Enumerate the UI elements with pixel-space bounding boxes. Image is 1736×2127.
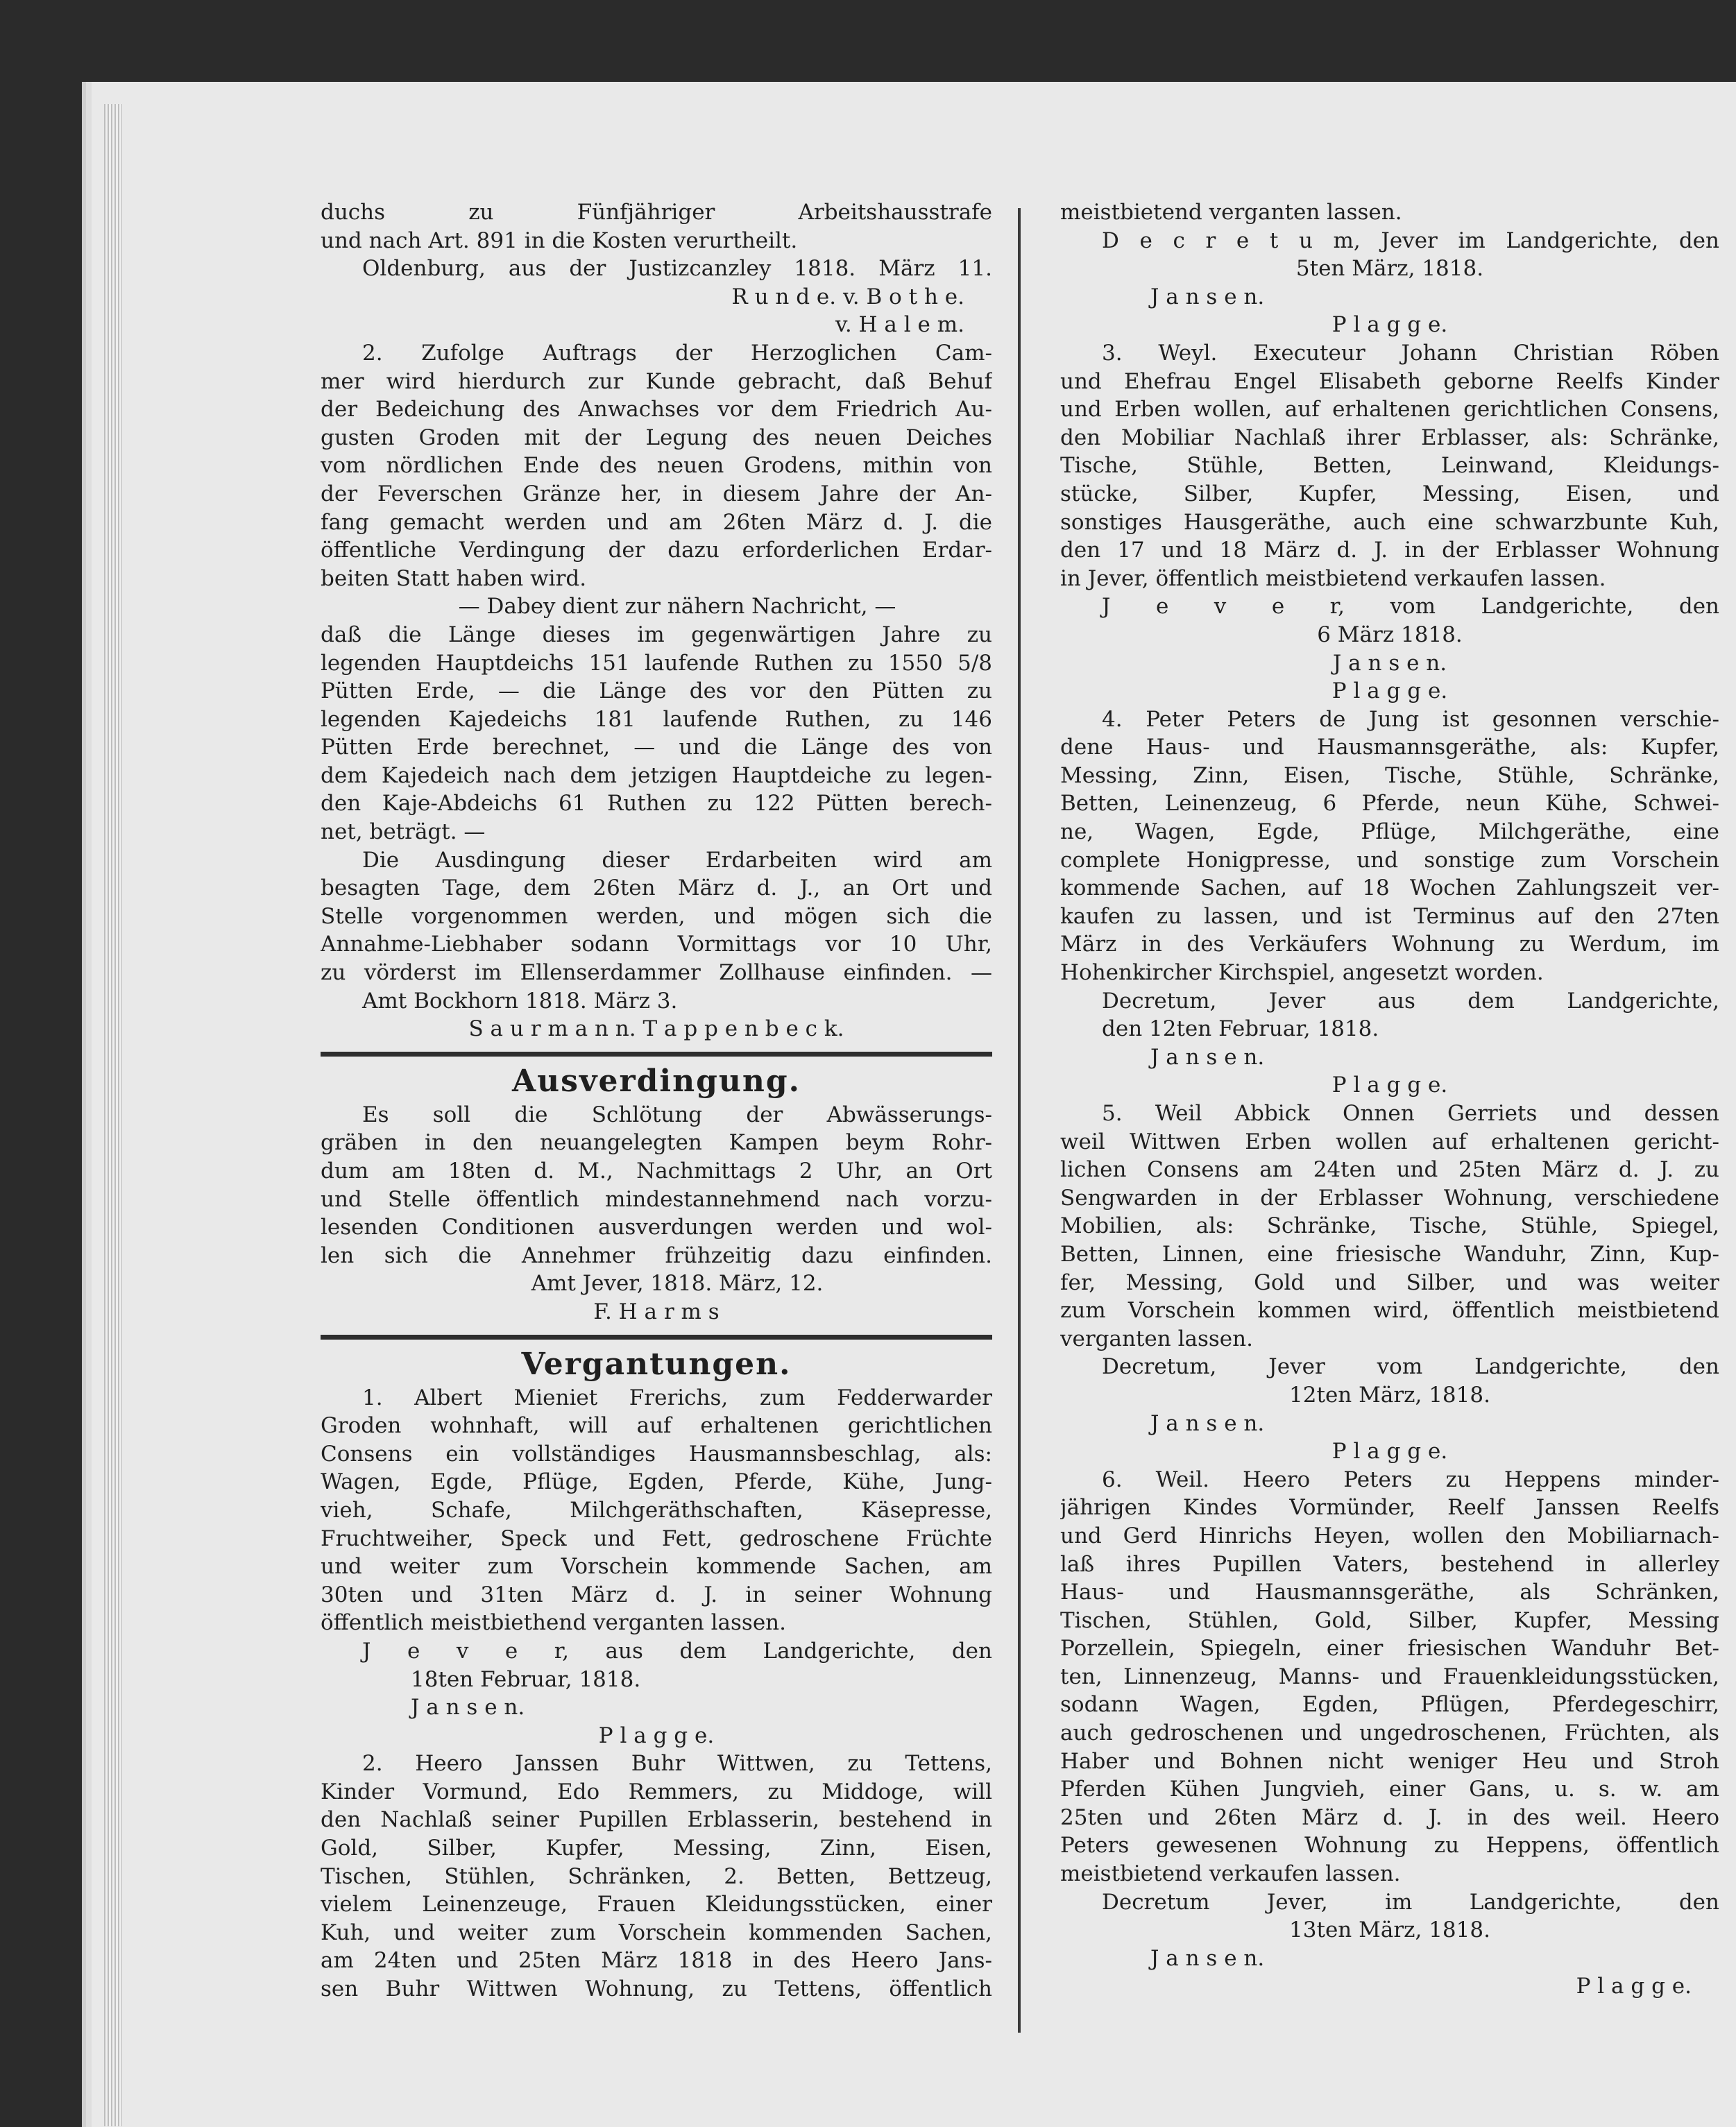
text-line: stücke, Silber, Kupfer, Messing, Eisen, und	[1060, 481, 1719, 506]
text-line: vom nördlichen Ende des neuen Grodens, mithin von	[321, 453, 992, 479]
text-line: in Jever, öffentlich meistbietend verkaufen lassen.	[1060, 565, 1606, 591]
text-line: kaufen zu lassen, und ist Terminus auf den 27ten	[1060, 903, 1719, 929]
text-line: zu vörderst im Ellenserdammer Zollhause einfinden. —	[321, 960, 992, 986]
text-line: J a n s e n.	[1150, 284, 1265, 309]
text-line: Amt Bockhorn 1818. März 3.	[362, 988, 678, 1014]
text-line: duchs zu Fünfjähriger Arbeitshausstrafe	[321, 200, 992, 225]
text-line: Tische, Stühle, Betten, Leinwand, Kleidungs-	[1060, 453, 1719, 479]
text-line: Decretum, Jever aus dem Landgerichte,	[1102, 988, 1719, 1014]
text-line: und weiter zum Vorschein kommende Sachen, am	[321, 1554, 992, 1580]
text-line: 5ten März, 1818.	[1295, 256, 1484, 282]
text-line: Pferden Kühen Jungvieh, einer Gans, u. s. w. am	[1060, 1777, 1719, 1802]
text-line: jährigen Kindes Vormünder, Reelf Janssen Reelfs	[1060, 1495, 1719, 1521]
text-line: Messing, Zinn, Eisen, Tische, Stühle, Schränke,	[1060, 762, 1719, 788]
text-line: und Erben wollen, auf erhaltenen gerichtlichen Consens,	[1060, 397, 1719, 422]
text-line: Sengwarden in der Erblasser Wohnung, verschiedene	[1060, 1185, 1719, 1211]
text-line: und nach Art. 891 in die Kosten verurtheilt.	[321, 228, 798, 253]
section-rule	[321, 1335, 992, 1340]
text-line: J a n s e n.	[1150, 1044, 1265, 1070]
text-line: 3. Weyl. Executeur Johann Christian Röben	[1102, 340, 1719, 366]
text-line: laß ihres Pupillen Vaters, bestehend in allerley	[1060, 1551, 1719, 1577]
block-vergantung-5	[1060, 1100, 1719, 1466]
text-line: den 17 und 18 März d. J. in der Erblasser Wohnung	[1060, 538, 1719, 563]
text-line: 2. Heero Janssen Buhr Wittwen, zu Tettens,	[362, 1751, 992, 1777]
text-line: 1. Albert Mieniet Frerichs, zum Fedderwarder	[362, 1385, 992, 1410]
text-line: F. H a r m s	[593, 1299, 720, 1324]
text-line: Decretum Jever, im Landgerichte, den	[1102, 1889, 1719, 1915]
text-line: J a n s e n.	[1150, 1410, 1265, 1436]
text-line: R u n d e. v. B o t h e.	[731, 284, 964, 309]
text-line: fang gemacht werden und am 26ten März d. J. die	[321, 509, 992, 535]
left-column	[321, 198, 992, 2026]
text-line: 2. Zufolge Auftrags der Herzoglichen Cam-	[362, 340, 992, 366]
text-line: Consens ein vollständiges Hausmannsbeschlag, als:	[321, 1441, 992, 1467]
text-line: beiten Statt haben wird.	[321, 565, 587, 591]
text-line: den 12ten Februar, 1818.	[1102, 1016, 1379, 1042]
block-deich-verdingung	[321, 339, 992, 1043]
text-line: Tischen, Stühlen, Gold, Silber, Kupfer, Messing	[1060, 1607, 1719, 1633]
text-line: 25ten und 26ten März d. J. in des weil. Heero	[1060, 1804, 1719, 1830]
text-line: S a u r m a n n. T a p p e n b e c k.	[468, 1016, 844, 1042]
text-line: Die Ausdingung dieser Erdarbeiten wird am	[362, 847, 992, 873]
text-line: 13ten März, 1818.	[1289, 1917, 1490, 1943]
text-line: J a n s e n.	[1150, 1945, 1265, 1971]
column-divider	[1018, 208, 1021, 2033]
text-line: Betten, Linnen, eine friesische Wanduhr, Zinn, Kup-	[1060, 1241, 1719, 1267]
text-line: P l a g g e.	[1331, 678, 1448, 704]
text-line: 5. Weil Abbick Onnen Gerriets und dessen	[1102, 1101, 1719, 1126]
text-line: daß die Länge dieses im gegenwärtigen Jahre zu	[321, 622, 992, 647]
text-line: 4. Peter Peters de Jung ist gesonnen verschie-	[1102, 706, 1719, 732]
right-column	[1060, 198, 1719, 2037]
text-line: Es soll die Schlötung der Abwässerungs-	[362, 1102, 992, 1127]
text-line: Peters gewesenen Wohnung zu Heppens, öffentlich	[1060, 1833, 1719, 1859]
text-line: Pütten Erde, — die Länge des vor den Pütten zu	[321, 678, 992, 704]
text-line: P l a g g e.	[1331, 1073, 1448, 1098]
text-line: Oldenburg, aus der Justizcanzley 1818. März 11.	[362, 256, 992, 282]
text-line: P l a g g e.	[1331, 312, 1448, 338]
block-ausverdingung	[321, 1101, 992, 1326]
text-line: P l a g g e.	[1576, 1974, 1692, 1999]
text-line: den Kaje-Abdeichs 61 Ruthen zu 122 Pütten berech-	[321, 791, 992, 817]
text-line: und Ehefrau Engel Elisabeth geborne Reelfs Kinder	[1060, 368, 1719, 394]
text-line: Wagen, Egde, Pflüge, Egden, Pferde, Kühe, Jung-	[321, 1469, 992, 1495]
heading-ausverdingung: Ausverdingung.	[512, 1063, 801, 1099]
text-line: der Feverschen Gränze her, in diesem Jahre der An-	[321, 481, 992, 506]
text-line: D e c r e t u m, Jever im Landgerichte, den	[1102, 228, 1719, 253]
text-line: Kuh, und weiter zum Vorschein kommenden Sachen,	[321, 1920, 992, 1945]
text-line: und Gerd Hinrichs Heyen, wollen den Mobiliarnach-	[1060, 1523, 1719, 1548]
text-line: ten, Linnenzeug, Manns- und Frauenkleidungsstücken,	[1060, 1664, 1719, 1689]
text-line: mer wird hierdurch zur Kunde gebracht, daß Behuf	[321, 368, 992, 394]
block-vergantung-4	[1060, 706, 1719, 1100]
text-line: legenden Hauptdeichs 151 laufende Ruthen zu 1550 5/8	[321, 650, 992, 676]
text-line: meistbietend verganten lassen.	[1060, 200, 1402, 225]
text-line: 6. Weil. Heero Peters zu Heppens minder-	[1102, 1467, 1719, 1492]
text-line: dem Kajedeich nach dem jetzigen Hauptdeiche zu legen-	[321, 762, 992, 788]
text-line: besagten Tage, dem 26ten März d. J., an Ort und	[321, 875, 992, 901]
heading-vergantungen: Vergantungen.	[521, 1346, 792, 1382]
text-line: J e v e r, aus dem Landgerichte, den	[362, 1638, 992, 1664]
text-line: öffentlich meistbiethend verganten lassen.	[321, 1610, 786, 1636]
text-line: net, beträgt. —	[321, 819, 486, 845]
block-vergantung-2-end	[1060, 198, 1719, 339]
block-vergantung-2	[321, 1750, 992, 2003]
block-vergantung-3	[1060, 339, 1719, 706]
block-vergantung-1	[321, 1384, 992, 1750]
text-line: P l a g g e.	[1331, 1439, 1448, 1464]
text-line: Hohenkircher Kirchspiel, angesetzt worden.	[1060, 960, 1544, 986]
text-line: fer, Messing, Gold und Silber, und was weiter	[1060, 1270, 1719, 1295]
text-line: am 24ten und 25ten März 1818 in des Heero Jans-	[321, 1948, 992, 1974]
text-line: 30ten und 31ten März d. J. in seiner Wohnung	[321, 1582, 992, 1607]
text-line: Groden wohnhaft, will auf erhaltenen gerichtlichen	[321, 1413, 992, 1439]
text-line: lichen Consens am 24ten und 25ten März d. J. zu	[1060, 1157, 1719, 1183]
text-line: Haus- und Hausmannsgeräthe, als Schränken,	[1060, 1580, 1719, 1605]
block-vergantung-6	[1060, 1466, 1719, 2001]
text-line: gräben in den neuangelegten Kampen beym Rohr-	[321, 1130, 992, 1156]
text-line: und Stelle öffentlich mindestannehmend nach vorzu-	[321, 1186, 992, 1212]
text-line: 12ten März, 1818.	[1289, 1382, 1490, 1408]
text-line: den Nachlaß seiner Pupillen Erblasserin, bestehend in	[321, 1807, 992, 1833]
text-line: lesenden Conditionen ausverdungen werden und wol-	[321, 1215, 992, 1240]
section-rule	[321, 1052, 992, 1057]
text-line: — Dabey dient zur nähern Nachricht, —	[458, 594, 896, 620]
text-line: März in des Verkäufers Wohnung zu Werdum, im	[1060, 932, 1719, 957]
text-line: complete Honigpresse, und sonstige zum Vorschein	[1060, 847, 1719, 873]
text-line: zum Vorschein kommen wird, öffentlich meistbietend	[1060, 1298, 1719, 1324]
text-line: kommende Sachen, auf 18 Wochen Zahlungszeit ver-	[1060, 875, 1719, 901]
text-line: Decretum, Jever vom Landgerichte, den	[1102, 1354, 1719, 1380]
text-line: Tischen, Stühlen, Schränken, 2. Betten, Bettzeug,	[321, 1863, 992, 1889]
text-line: P l a g g e.	[598, 1723, 715, 1748]
text-line: weil Wittwen Erben wollen auf erhaltenen gericht-	[1060, 1129, 1719, 1154]
text-line: dum am 18ten d. M., Nachmittags 2 Uhr, an Ort	[321, 1159, 992, 1184]
text-line: Gold, Silber, Kupfer, Messing, Zinn, Eisen,	[321, 1836, 992, 1861]
text-line: vielem Leinenzeuge, Frauen Kleidungsstücken, einer	[321, 1892, 992, 1917]
text-line: J a n s e n.	[411, 1695, 525, 1720]
text-line: Kinder Vormund, Edo Remmers, zu Middoge, will	[321, 1779, 992, 1804]
text-line: verganten lassen.	[1060, 1326, 1253, 1351]
text-line: ne, Wagen, Egde, Pflüge, Milchgeräthe, eine	[1060, 819, 1719, 845]
text-line: 6 März 1818.	[1317, 622, 1463, 647]
block-sentence-end	[321, 198, 992, 311]
text-line: 18ten Februar, 1818.	[411, 1666, 641, 1692]
text-line: Mobilien, als: Schränke, Tische, Stühle, Spiegel,	[1060, 1213, 1719, 1239]
text-line: len sich die Annehmer frühzeitig dazu einfinden.	[321, 1242, 992, 1268]
text-line: auch gedroschenen und ungedroschenen, Früchten, als	[1060, 1720, 1719, 1746]
text-line: den Mobiliar Nachlaß ihrer Erblasser, als: Schränke,	[1060, 425, 1719, 450]
text-line: Betten, Leinenzeug, 6 Pferde, neun Kühe, Schwei-	[1060, 791, 1719, 817]
text-line: vieh, Schafe, Milchgeräthschaften, Käsepresse,	[321, 1497, 992, 1523]
text-line: sonstiges Hausgeräthe, auch eine schwarzbunte Kuh,	[1060, 509, 1719, 535]
signature-halem: v. H a l e m.	[835, 312, 964, 338]
text-line: meistbietend verkaufen lassen.	[1060, 1861, 1401, 1887]
text-line: Amt Jever, 1818. März, 12.	[531, 1271, 824, 1297]
text-line: Haber und Bohnen nicht weniger Heu und Stroh	[1060, 1748, 1719, 1774]
text-line: sen Buhr Wittwen Wohnung, zu Tettens, öffentlich	[321, 1976, 992, 2002]
text-line: Stelle vorgenommen werden, und mögen sich die	[321, 903, 992, 929]
page-edge	[104, 104, 122, 2126]
text-line: J e v e r, vom Landgerichte, den	[1102, 594, 1719, 620]
text-line: sodann Wagen, Egden, Pflügen, Pferdegeschirr,	[1060, 1692, 1719, 1718]
text-line: gusten Groden mit der Legung des neuen Deiches	[321, 425, 992, 450]
text-line: dene Haus- und Hausmannsgeräthe, als: Kupfer,	[1060, 735, 1719, 760]
text-line: öffentliche Verdingung der dazu erforderlichen Erdar-	[321, 538, 992, 563]
text-line: J a n s e n.	[1332, 650, 1447, 676]
text-line: Annahme-Liebhaber sodann Vormittags vor 10 Uhr,	[321, 932, 992, 957]
text-line: Fruchtweiher, Speck und Fett, gedroschene Früchte	[321, 1526, 992, 1551]
text-line: der Bedeichung des Anwachses vor dem Friedrich Au-	[321, 397, 992, 422]
text-line: Porzellein, Spiegeln, einer friesischen Wanduhr Bet-	[1060, 1636, 1719, 1662]
text-line: legenden Kajedeichs 181 laufende Ruthen, zu 146	[321, 706, 992, 732]
text-line: Pütten Erde berechnet, — und die Länge des von	[321, 735, 992, 760]
